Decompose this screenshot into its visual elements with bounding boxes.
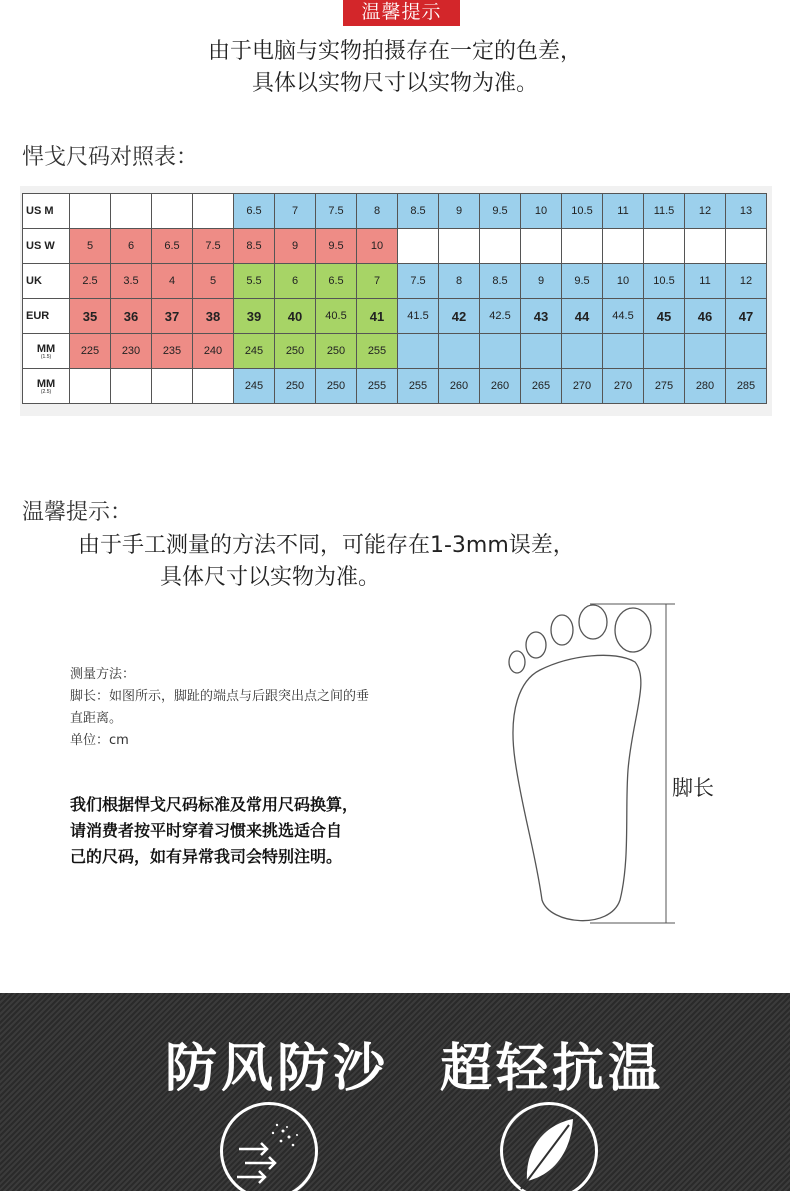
size-cell: 4 — [152, 264, 193, 299]
size-cell: 6.5 — [152, 229, 193, 264]
advice-line-3: 己的尺码，如有异常我司会特别注明。 — [70, 847, 343, 866]
size-cell: 240 — [193, 334, 234, 369]
size-cell — [152, 369, 193, 404]
measure-line-2: 直距离。 — [70, 711, 123, 726]
size-cell: 6 — [275, 264, 316, 299]
size-row-label-text: MM — [36, 342, 56, 355]
size-cell: 35 — [70, 299, 111, 334]
feature-lightweight: 超轻抗温 — [440, 1039, 665, 1099]
size-cell — [685, 334, 726, 369]
size-cell: 9.5 — [562, 264, 603, 299]
size-cell: 8 — [439, 264, 480, 299]
tip-line-1: 由于手工测量的方法不同，可能存在1-3mm误差， — [78, 533, 575, 558]
size-cell: 2.5 — [70, 264, 111, 299]
feature-windproof: 防风防沙 — [165, 1039, 390, 1099]
size-row-sublabel: (2.5) — [40, 388, 52, 395]
size-cell: 5 — [193, 264, 234, 299]
size-cell — [193, 194, 234, 229]
size-row-label-text: UK — [26, 275, 42, 287]
size-row-label — [23, 264, 70, 299]
size-cell: 9 — [275, 229, 316, 264]
size-cell: 43 — [521, 299, 562, 334]
size-cell — [603, 229, 644, 264]
size-cell: 3.5 — [111, 264, 152, 299]
size-cell: 12 — [726, 264, 767, 299]
size-cell — [521, 334, 562, 369]
measure-line-1: 脚长：如图所示，脚趾的端点与后跟突出点之间的垂 — [70, 689, 370, 704]
size-row-label-text: EUR — [26, 310, 50, 322]
size-row-label-text: US M — [26, 205, 54, 217]
size-row — [23, 299, 767, 334]
size-cell: 47 — [726, 299, 767, 334]
size-cell: 270 — [603, 369, 644, 404]
size-cell — [603, 334, 644, 369]
size-row-label-text: US W — [26, 240, 55, 252]
size-cell: 265 — [521, 369, 562, 404]
size-cell — [398, 334, 439, 369]
size-cell: 9 — [439, 194, 480, 229]
size-cell — [726, 229, 767, 264]
size-cell: 12 — [685, 194, 726, 229]
size-cell — [152, 194, 193, 229]
size-cell: 38 — [193, 299, 234, 334]
size-cell: 6.5 — [234, 194, 275, 229]
size-cell: 235 — [152, 334, 193, 369]
size-cell: 13 — [726, 194, 767, 229]
size-row — [23, 194, 767, 229]
size-cell: 11 — [685, 264, 726, 299]
size-cell: 250 — [275, 369, 316, 404]
size-cell: 10 — [603, 264, 644, 299]
size-cell: 255 — [357, 369, 398, 404]
size-cell: 7 — [275, 194, 316, 229]
size-cell — [480, 334, 521, 369]
size-cell — [70, 369, 111, 404]
size-row-label — [23, 299, 70, 334]
size-cell: 245 — [234, 369, 275, 404]
measure-unit: 单位：cm — [70, 733, 129, 748]
size-cell: 45 — [644, 299, 685, 334]
size-cell — [111, 194, 152, 229]
size-cell: 260 — [480, 369, 521, 404]
size-cell: 230 — [111, 334, 152, 369]
tip-line-2: 具体尺寸以实物为准。 — [160, 565, 381, 590]
size-cell — [521, 229, 562, 264]
size-row — [23, 369, 767, 404]
size-cell: 260 — [439, 369, 480, 404]
size-cell — [562, 229, 603, 264]
size-cell: 41 — [357, 299, 398, 334]
size-cell — [111, 369, 152, 404]
size-cell: 9.5 — [480, 194, 521, 229]
size-cell: 245 — [234, 334, 275, 369]
size-cell: 11.5 — [644, 194, 685, 229]
feature-banner — [0, 993, 790, 1191]
size-row-label — [23, 334, 70, 369]
size-cell: 39 — [234, 299, 275, 334]
size-cell: 6.5 — [316, 264, 357, 299]
size-cell: 10 — [357, 229, 398, 264]
size-cell: 275 — [644, 369, 685, 404]
size-cell: 250 — [275, 334, 316, 369]
size-row — [23, 264, 767, 299]
size-cell: 7.5 — [193, 229, 234, 264]
size-cell: 36 — [111, 299, 152, 334]
size-row-sublabel: (1.5) — [40, 353, 52, 360]
notice-line-2: 具体以实物尺寸以实物为准。 — [251, 71, 538, 96]
size-cell: 5 — [70, 229, 111, 264]
size-cell: 42 — [439, 299, 480, 334]
measure-title: 测量方法： — [70, 667, 136, 682]
size-cell: 250 — [316, 334, 357, 369]
size-row-label — [23, 194, 70, 229]
foot-outline-icon — [500, 600, 680, 930]
advice-line-1: 我们根据悍戈尺码标准及常用尺码换算， — [70, 795, 359, 814]
size-cell: 10 — [521, 194, 562, 229]
size-cell — [398, 229, 439, 264]
size-cell: 8.5 — [234, 229, 275, 264]
size-cell: 37 — [152, 299, 193, 334]
size-cell — [644, 229, 685, 264]
size-cell: 44.5 — [603, 299, 644, 334]
size-cell: 41.5 — [398, 299, 439, 334]
size-cell: 270 — [562, 369, 603, 404]
size-row — [23, 334, 767, 369]
size-cell: 250 — [316, 369, 357, 404]
size-cell: 255 — [357, 334, 398, 369]
size-cell: 11 — [603, 194, 644, 229]
size-cell — [439, 334, 480, 369]
advice-line-2: 请消费者按平时穿着习惯来挑选适合自 — [70, 821, 343, 840]
notice-tag: 温馨提示 — [343, 0, 460, 26]
size-cell: 280 — [685, 369, 726, 404]
size-cell: 7.5 — [398, 264, 439, 299]
size-cell — [439, 229, 480, 264]
size-row-label-text: MM — [36, 377, 56, 390]
size-row-label — [23, 229, 70, 264]
size-chart-title: 悍戈尺码对照表： — [22, 145, 199, 170]
size-cell: 8.5 — [480, 264, 521, 299]
tip-title: 温馨提示： — [22, 500, 133, 525]
wind-sand-icon — [220, 1102, 318, 1200]
feather-icon — [500, 1102, 598, 1200]
size-cell — [562, 334, 603, 369]
size-cell — [726, 334, 767, 369]
size-cell — [480, 229, 521, 264]
size-cell: 44 — [562, 299, 603, 334]
notice-line-1: 由于电脑与实物拍摄存在一定的色差， — [207, 39, 582, 64]
size-cell: 40 — [275, 299, 316, 334]
size-cell: 10.5 — [562, 194, 603, 229]
size-row — [23, 229, 767, 264]
size-cell: 46 — [685, 299, 726, 334]
size-cell: 10.5 — [644, 264, 685, 299]
size-cell: 225 — [70, 334, 111, 369]
size-cell: 8 — [357, 194, 398, 229]
size-cell: 5.5 — [234, 264, 275, 299]
size-table — [22, 193, 767, 404]
size-cell: 9 — [521, 264, 562, 299]
foot-length-label: 脚长 — [672, 776, 714, 800]
size-cell — [644, 334, 685, 369]
size-cell — [70, 194, 111, 229]
size-cell: 6 — [111, 229, 152, 264]
size-cell: 9.5 — [316, 229, 357, 264]
size-cell — [685, 229, 726, 264]
size-cell — [193, 369, 234, 404]
size-row-label — [23, 369, 70, 404]
size-cell: 42.5 — [480, 299, 521, 334]
size-cell: 7 — [357, 264, 398, 299]
size-cell: 40.5 — [316, 299, 357, 334]
size-cell: 7.5 — [316, 194, 357, 229]
size-cell: 285 — [726, 369, 767, 404]
size-cell: 8.5 — [398, 194, 439, 229]
size-cell: 255 — [398, 369, 439, 404]
